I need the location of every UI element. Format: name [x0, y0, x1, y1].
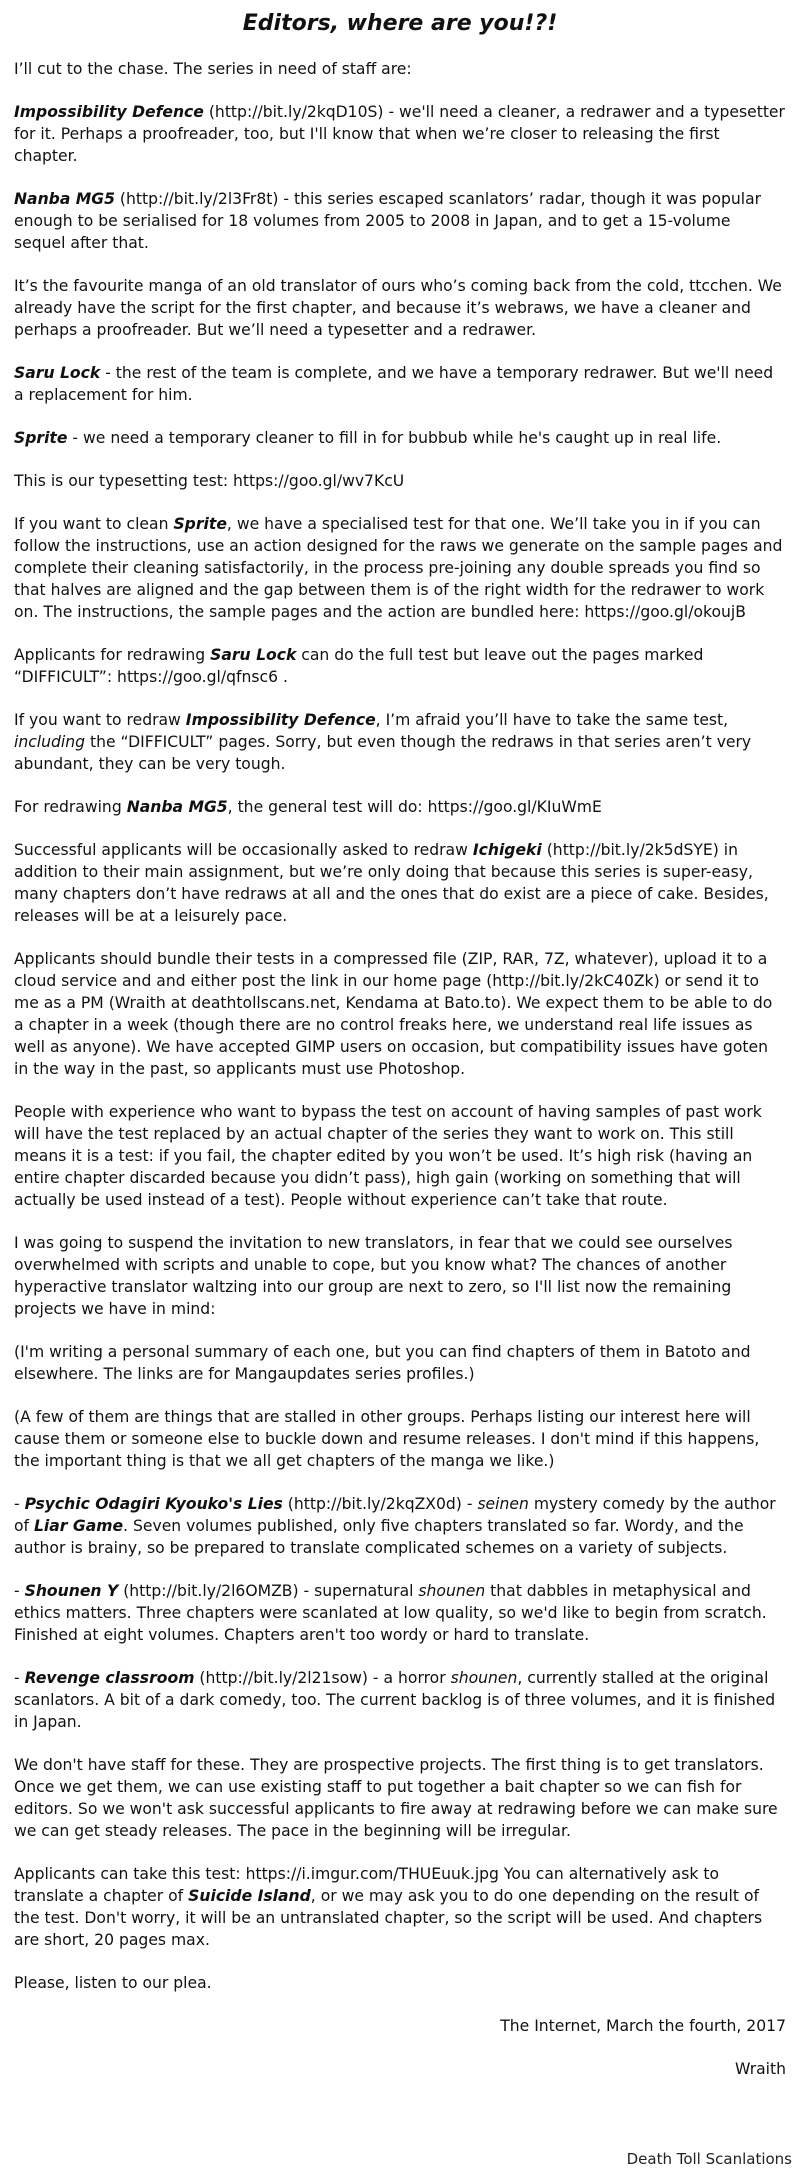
- paragraph-text: Successful applicants will be occasionally asked to redraw: [14, 841, 473, 859]
- paragraph-impossibility-redraw: [14, 709, 786, 775]
- paragraph-text: If you want to redraw: [14, 711, 186, 729]
- paragraph-text: Applicants for redrawing: [14, 646, 211, 664]
- paragraph-plea: Please, listen to our plea.: [14, 1974, 212, 1992]
- paragraph-text: . Seven volumes published, only five chapters translated so far. Wordy, and the author is brainy, so be prepared to translate complicated schemes on a variety of subjects.: [14, 1517, 744, 1557]
- series-name: Psychic Odagiri Kyouko's Lies: [24, 1495, 283, 1513]
- series-name: Nanba MG5: [14, 190, 115, 208]
- paragraph-text: the “DIFFICULT” pages. Sorry, but even though the redraws in that series aren’t very abundant, they can be very tough.: [14, 733, 752, 773]
- series-name: Shounen Y: [24, 1582, 119, 1600]
- paragraph-submission: Applicants should bundle their tests in a compressed file (ZIP, RAR, 7Z, whatever), upload it to a cloud service and and either post the link in our home page (http://bit.ly/2kC40Zk) or send it to me as a PM (Wraith at deathtollscans.net, Kendama at Bato.to). We expect them to be able to do a chapter in a week (though there are no control freaks here, we understand real life issues as well as anyone). We have accepted GIMP users on occasion, but compatibility issues have goten in the way in the past, so applicants must use Photoshop.: [14, 950, 773, 1078]
- paragraph-ichigeki: [14, 839, 786, 927]
- paragraph-translator-note: It’s the favourite manga of an old translator of ours who’s coming back from the cold, ttcchen. We already have the script for the first chapter, and because it’s webraws, we have a cleaner and perhaps a proofreader. But we’ll need a typesetter and a redrawer.: [14, 277, 782, 339]
- signature: Wraith: [734, 2060, 786, 2078]
- paragraph-text: , we have a specialised test for that one. We’ll take you in if you can follow the instructions, use an action designed for the raws we generate on the sample pages and complete their cleaning satisfactorily, in the process pre-joining any double spreads you find so that halves are aligned and the gap between them is of the right width for the redrawer to work on. The instructions, the sample pages and the action are bundled here: https://goo.gl/okoujB: [14, 515, 783, 621]
- paragraph-prospective: We don't have staff for these. They are prospective projects. The first thing is to get translators. Once we get them, we can use existing staff to put together a bait chapter so we can fish for editors. So we won't ask successful applicants to fire away at redrawing before we can make sure we can get steady releases. The pace in the beginning will be irregular.: [14, 1756, 778, 1840]
- paragraph-text: , or we may ask you to do one depending on the result of the test. Don't worry, it will be an untranslated chapter, so the script will be used. And chapters are short, 20 pages max.: [14, 1887, 763, 1949]
- paragraph-text: Applicants can take this test: https://i.imgur.com/THUEuuk.jpg You can alternatively ask to translate a chapter of: [14, 1865, 719, 1905]
- paragraph-text: , I’m afraid you’ll have to take the same test,: [375, 711, 729, 729]
- series-name: Liar Game: [34, 1517, 124, 1535]
- paragraph-translation-test: [14, 1863, 786, 1951]
- paragraph-nanba-mg5: [14, 188, 786, 254]
- paragraph-text: -: [14, 1669, 25, 1687]
- paragraph-sprite: [14, 427, 786, 449]
- paragraph-text: (http://bit.ly/2l3Fr8t) - this series escaped scanlators’ radar, though it was popular enough to be serialised for 18 volumes from 2005 to 2008 in Japan, and to get a 15-volume sequel after that.: [14, 190, 762, 252]
- paragraph-summary-note: (I'm writing a personal summary of each one, but you can find chapters of them in Batoto and elsewhere. The links are for Mangaupdates series profiles.): [14, 1343, 751, 1383]
- paragraph-text: For redrawing: [14, 798, 127, 816]
- paragraph-shounen-y: [14, 1580, 786, 1646]
- paragraph-text: (http://bit.ly/2k5dSYE) in addition to their main assignment, but we’re only doing that because this series is super-easy, many chapters don’t have redraws at all and the ones that do exist are a piece of cake. Besides, releases will be at a leisurely pace.: [14, 841, 769, 925]
- paragraph-text: If you want to clean: [14, 515, 174, 533]
- emphasis: seinen: [477, 1495, 529, 1513]
- paragraph-saru-lock: [14, 362, 786, 406]
- series-name: Sprite: [14, 429, 68, 447]
- paragraph-text: (http://bit.ly/2l21sow) - a horror: [194, 1669, 451, 1687]
- paragraph-text: (http://bit.ly/2l6OMZB) - supernatural: [118, 1582, 419, 1600]
- watermark-footer: Death Toll Scanlations: [626, 2150, 792, 2168]
- series-name: Ichigeki: [472, 841, 542, 859]
- series-name: Impossibility Defence: [14, 103, 204, 121]
- series-name: Impossibility Defence: [185, 711, 376, 729]
- series-name: Saru Lock: [14, 364, 101, 382]
- paragraph-translators: I was going to suspend the invitation to new translators, in fear that we could see ourselves overwhelmed with scripts and unable to cope, but you know what? The chances of another hyperactive translator waltzing into our group are next to zero, so I'll list now the remaining projects we have in mind:: [14, 1234, 733, 1318]
- series-name: Suicide Island: [188, 1887, 311, 1905]
- paragraph-odagiri: [14, 1493, 786, 1559]
- series-name: Nanba MG5: [126, 798, 228, 816]
- paragraph-text: -: [14, 1582, 25, 1600]
- paragraph-text: that dabbles in metaphysical and ethics matters. Three chapters were scanlated at low quality, so we'd like to begin from scratch. Finished at eight volumes. Chapters aren't too wordy or hard to translate.: [14, 1582, 767, 1644]
- intro-paragraph: I’ll cut to the chase. The series in need of staff are:: [14, 60, 412, 78]
- paragraph-text: -: [14, 1495, 25, 1513]
- paragraph-text: - the rest of the team is complete, and we have a temporary redrawer. But we'll need a replacement for him.: [14, 364, 774, 404]
- paragraph-text: - we need a temporary cleaner to fill in for bubbub while he's caught up in real life.: [67, 429, 722, 447]
- series-name: Saru Lock: [210, 646, 297, 664]
- paragraph-text: mystery comedy by the author of: [14, 1495, 776, 1535]
- paragraph-nanba-redraw: [14, 796, 786, 818]
- paragraph-revenge-classroom: [14, 1667, 786, 1733]
- series-name: Sprite: [173, 515, 227, 533]
- document-title: Editors, where are you!?!: [242, 11, 558, 36]
- paragraph-stalled-note: (A few of them are things that are stalled in other groups. Perhaps listing our interest here will cause them or someone else to buckle down and resume releases. I don't mind if this happens, the important thing is that we all get chapters of the manga we like.): [14, 1408, 760, 1470]
- emphasis: shounen: [418, 1582, 486, 1600]
- dateline: The Internet, March the fourth, 2017: [500, 2017, 786, 2035]
- paragraph-text: , the general test will do: https://goo.gl/KIuWmE: [227, 798, 602, 816]
- emphasis: shounen: [450, 1669, 518, 1687]
- series-name: Revenge classroom: [24, 1669, 195, 1687]
- paragraph-experience: People with experience who want to bypass the test on account of having samples of past work will have the test replaced by an actual chapter of the series they want to work on. This still means it is a test: if you fail, the chapter edited by you won’t be used. It’s high risk (having an entire chapter discarded because you didn’t pass), high gain (working on something that will actually be used instead of a test). People without experience can’t take that route.: [14, 1103, 762, 1209]
- paragraph-text: (http://bit.ly/2kqD10S) - we'll need a cleaner, a redrawer and a typesetter for it. Perhaps a proofreader, too, but I'll know that when we’re closer to releasing the first chapter.: [14, 103, 785, 165]
- paragraph-text: , currently stalled at the original scanlators. A bit of a dark comedy, too. The current backlog is of three volumes, and it is finished in Japan.: [14, 1669, 776, 1731]
- paragraph-typesetting-test: This is our typesetting test: https://goo.gl/wv7KcU: [14, 472, 405, 490]
- emphasis: including: [14, 733, 86, 751]
- paragraph-saru-lock-redraw: [14, 644, 786, 688]
- paragraph-impossibility-defence: [14, 101, 786, 167]
- paragraph-text: can do the full test but leave out the pages marked “DIFFICULT”: https://goo.gl/qfnsc6 .: [14, 646, 704, 686]
- paragraph-text: (http://bit.ly/2kqZX0d) -: [282, 1495, 478, 1513]
- paragraph-sprite-cleaning-test: [14, 513, 786, 623]
